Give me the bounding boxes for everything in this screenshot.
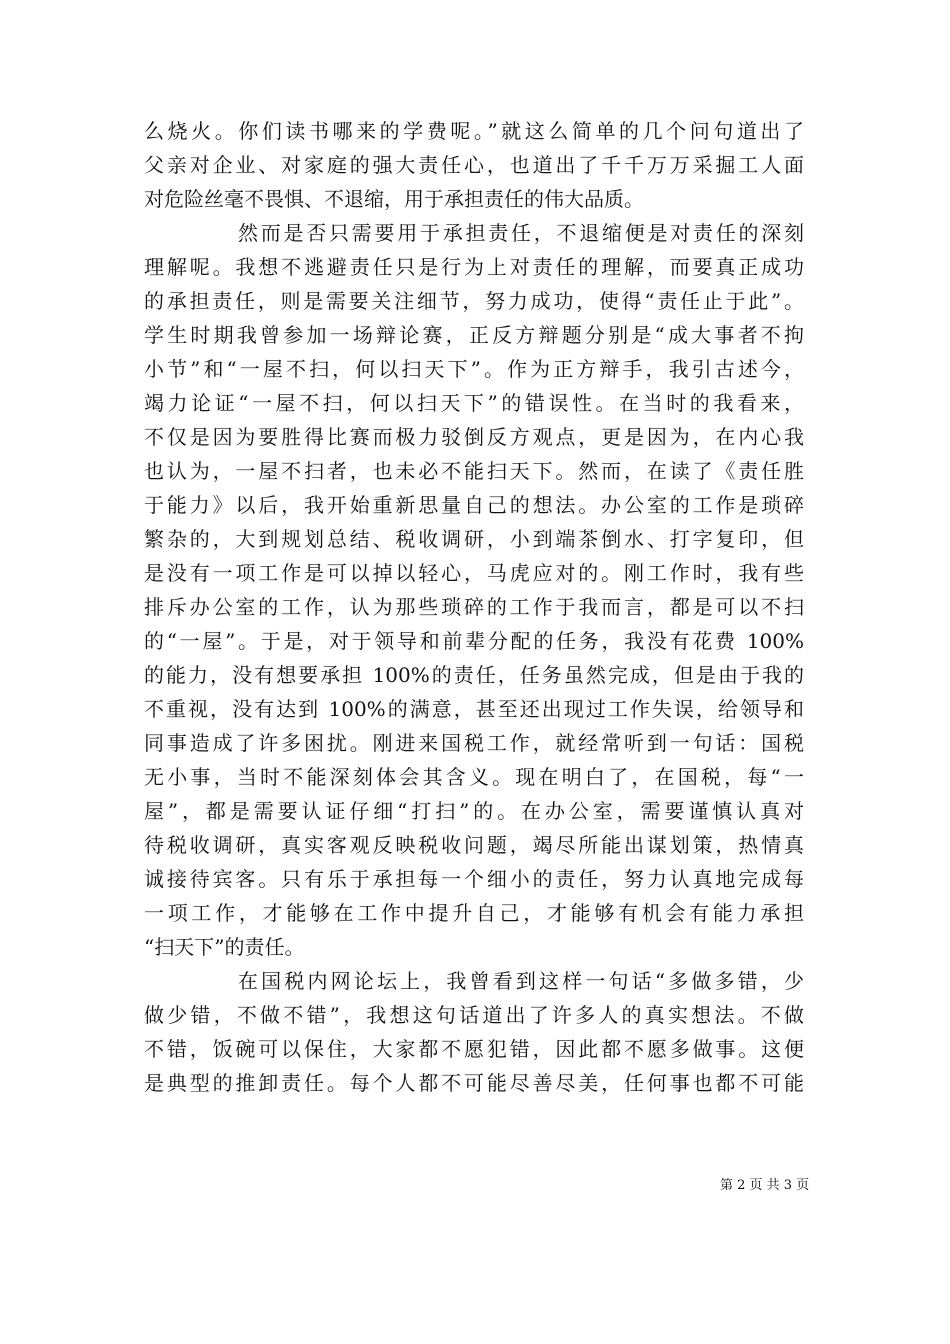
text-line: 父亲对企业、对家庭的强大责任心，也道出了千千万万采掘工人面 [144,153,804,177]
text-line: 无小事，当时不能深刻体会其含义。现在明白了，在国税，每“一 [144,765,804,789]
text-line: 对危险丝毫不畏惧、不退缩，用于承担责任的伟大品质。 [144,187,644,211]
text-line: 诚接待宾客。只有乐于承担每一个细小的责任，努力认真地完成每 [144,867,804,891]
text-line: 同事造成了许多困扰。刚进来国税工作，就经常听到一句话：国税 [144,731,804,755]
text-line: 不错，饭碗可以保住，大家都不愿犯错，因此都不愿多做事。这便 [144,1037,804,1061]
text-line: “扫天下”的责任。 [144,935,305,959]
text-line: 也认为，一屋不扫者，也未必不能扫天下。然而，在读了《责任胜 [144,459,804,483]
text-line: 繁杂的，大到规划总结、税收调研，小到端茶倒水、打字复印，但 [144,527,804,551]
text-line: 理解呢。我想不逃避责任只是行为上对责任的理解，而要真正成功 [144,255,804,279]
text-line: 么烧火。你们读书哪来的学费呢。”就这么简单的几个问句道出了 [144,119,804,143]
text-line: 屋”，都是需要认证仔细“打扫”的。在办公室，需要谨慎认真对 [144,799,804,823]
text-line: 一项工作，才能够在工作中提升自己，才能够有机会有能力承担 [144,901,804,925]
text-line: 竭力论证“一屋不扫，何以扫天下”的错误性。在当时的我看来， [144,391,804,415]
text-line: 待税收调研，真实客观反映税收问题，竭尽所能出谋划策，热情真 [144,833,804,857]
text-line: 然而是否只需要用于承担责任，不退缩便是对责任的深刻 [238,221,804,245]
text-line: 是典型的推卸责任。每个人都不可能尽善尽美，任何事也都不可能 [144,1071,804,1095]
text-line: 在国税内网论坛上，我曾看到这样一句话“多做多错，少 [238,969,804,993]
document-body [144,114,804,1100]
text-line: 的能力，没有想要承担 100%的责任，任务虽然完成，但是由于我的 [144,663,804,687]
text-line: 学生时期我曾参加一场辩论赛，正反方辩题分别是“成大事者不拘 [144,323,804,347]
text-line: 做少错，不做不错”，我想这句话道出了许多人的真实想法。不做 [144,1003,804,1027]
text-line: 是没有一项工作是可以掉以轻心，马虎应对的。刚工作时，我有些 [144,561,804,585]
page-number: 第 2 页 共 3 页 [720,1178,810,1193]
text-line: 于能力》以后，我开始重新思量自己的想法。办公室的工作是琐碎 [144,493,804,517]
text-line: 的“一屋”。于是，对于领导和前辈分配的任务，我没有花费 100% [144,629,804,653]
text-line: 不重视，没有达到 100%的满意，甚至还出现过工作失误，给领导和 [144,697,804,721]
text-line: 的承担责任，则是需要关注细节，努力成功，使得“责任止于此”。 [144,289,804,313]
text-line: 排斥办公室的工作，认为那些琐碎的工作于我而言，都是可以不扫 [144,595,804,619]
text-line: 小节”和“一屋不扫，何以扫天下”。作为正方辩手，我引古述今， [144,357,804,381]
text-line: 不仅是因为要胜得比赛而极力驳倒反方观点，更是因为，在内心我 [144,425,804,449]
